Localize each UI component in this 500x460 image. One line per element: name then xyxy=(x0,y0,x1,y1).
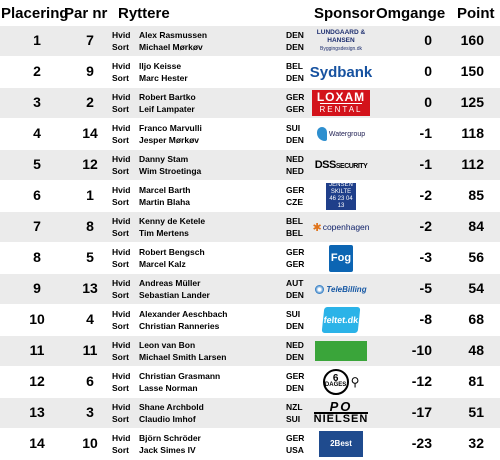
rider-nation: DEN xyxy=(286,290,304,300)
rider-nation: NED xyxy=(286,340,304,350)
globe-icon xyxy=(315,285,324,294)
jersey-color: Sort xyxy=(112,166,129,176)
par-nr: 3 xyxy=(86,404,94,420)
par-nr: 5 xyxy=(86,249,94,265)
placering: 14 xyxy=(29,435,45,451)
jersey-color: Sort xyxy=(112,321,129,331)
header-placering: Placering xyxy=(1,5,69,22)
omgange: -1 xyxy=(419,125,432,141)
par-nr: 11 xyxy=(82,342,98,358)
point: 84 xyxy=(468,218,484,234)
sponsor-logo: PO NIELSEN xyxy=(313,399,369,425)
jersey-color: Sort xyxy=(112,135,129,145)
jersey-color: Hvid xyxy=(112,278,131,288)
table-row xyxy=(0,274,500,304)
table-row xyxy=(0,243,500,273)
sponsor-cell xyxy=(308,89,374,117)
rider-nation: BEL xyxy=(286,216,303,226)
point: 32 xyxy=(468,435,484,451)
omgange: -3 xyxy=(419,249,432,265)
asterisk-icon: ✱ xyxy=(312,221,322,234)
point: 150 xyxy=(460,63,484,79)
point: 160 xyxy=(460,32,484,48)
par-nr: 1 xyxy=(86,187,94,203)
jersey-color: Hvid xyxy=(112,92,131,102)
rider-name: Alexander Aeschbach xyxy=(139,309,228,319)
sponsor-logo: LUNDGAARD & HANSEN Byggingsdesign.dk xyxy=(316,29,366,52)
rider-name: Iljo Keisse xyxy=(139,61,182,71)
jersey-color: Sort xyxy=(112,259,129,269)
placering: 12 xyxy=(29,373,45,389)
table-row xyxy=(0,429,500,459)
rider-nation: GER xyxy=(286,104,305,114)
rider-name: Leif Lampater xyxy=(139,104,195,114)
rider-nation: GER xyxy=(286,433,305,443)
rider-name: Shane Archbold xyxy=(139,402,204,412)
sponsor-cell xyxy=(308,27,374,55)
par-nr: 8 xyxy=(86,218,94,234)
rider-name: Marcel Barth xyxy=(139,185,191,195)
omgange: -1 xyxy=(419,156,432,172)
rider-nation: GER xyxy=(286,259,305,269)
placering: 6 xyxy=(33,187,41,203)
jersey-color: Hvid xyxy=(112,61,131,71)
sponsor-logo: Fog xyxy=(329,245,353,272)
rider-nation: NZL xyxy=(286,402,303,412)
rider-name: Claudio Imhof xyxy=(139,414,196,424)
rider-name: Alex Rasmussen xyxy=(139,30,208,40)
placering: 1 xyxy=(33,32,41,48)
rider-name: Marcel Kalz xyxy=(139,259,186,269)
rider-name: Leon van Bon xyxy=(139,340,196,350)
rider-name: Martin Blaha xyxy=(139,197,191,207)
rider-name: Kenny de Ketele xyxy=(139,216,206,226)
rider-nation: USA xyxy=(286,445,304,455)
rider-name: Robert Bartko xyxy=(139,92,196,102)
jersey-color: Hvid xyxy=(112,154,131,164)
sponsor-cell xyxy=(308,368,374,396)
rider-nation: DEN xyxy=(286,352,304,362)
point: 112 xyxy=(461,156,484,172)
jersey-color: Sort xyxy=(112,352,129,362)
rider-name: Tim Mertens xyxy=(139,228,189,238)
jersey-color: Sort xyxy=(112,414,129,424)
omgange: -8 xyxy=(419,311,432,327)
jersey-color: Hvid xyxy=(112,247,131,257)
sponsor-cell xyxy=(308,58,374,86)
par-nr: 6 xyxy=(86,373,94,389)
point: 68 xyxy=(468,311,484,327)
point: 118 xyxy=(461,125,484,141)
rider-nation: NED xyxy=(286,166,304,176)
par-nr: 4 xyxy=(86,311,94,327)
rider-nation: NED xyxy=(286,154,304,164)
rider-name: Michael Smith Larsen xyxy=(139,352,227,362)
header-point: Point xyxy=(457,5,495,22)
rider-name: Sebastian Lander xyxy=(139,290,210,300)
jersey-color: Sort xyxy=(112,73,129,83)
table-header xyxy=(0,0,500,26)
placering: 13 xyxy=(29,404,45,420)
sponsor-logo: 2Best xyxy=(319,431,363,457)
jersey-color: Sort xyxy=(112,445,129,455)
sponsor-logo: Sydbank xyxy=(309,63,373,81)
rider-nation: AUT xyxy=(286,278,304,288)
bicycle-icon: ⚲ xyxy=(350,375,360,389)
jersey-color: Sort xyxy=(112,290,129,300)
sponsor-cell xyxy=(308,151,374,179)
jersey-color: Hvid xyxy=(112,309,131,319)
placering: 4 xyxy=(33,125,41,141)
point: 85 xyxy=(468,187,484,203)
jersey-color: Sort xyxy=(112,197,129,207)
table-row xyxy=(0,212,500,242)
standings-table xyxy=(0,26,500,460)
rider-name: Franco Marvulli xyxy=(139,123,202,133)
point: 48 xyxy=(468,342,484,358)
omgange: 0 xyxy=(424,63,432,79)
rider-name: Björn Schröder xyxy=(139,433,201,443)
jersey-color: Hvid xyxy=(112,123,131,133)
par-nr: 9 xyxy=(86,63,94,79)
sponsor-logo: LOXAM RENTAL xyxy=(312,90,370,116)
jersey-color: Hvid xyxy=(112,216,131,226)
par-nr: 13 xyxy=(82,280,98,296)
par-nr: 12 xyxy=(82,156,98,172)
sponsor-logo: ✱ copenhagen xyxy=(312,221,370,234)
omgange: 0 xyxy=(424,94,432,110)
placering: 3 xyxy=(33,94,41,110)
sponsor-logo: JENSEN SKILTE 46 23 04 13 xyxy=(326,183,356,210)
table-row xyxy=(0,26,500,56)
rider-nation: GER xyxy=(286,92,305,102)
sponsor-cell xyxy=(308,337,374,365)
point: 56 xyxy=(468,249,484,265)
rider-nation: SUI xyxy=(286,414,301,424)
sponsor-cell xyxy=(308,306,374,334)
table-row xyxy=(0,398,500,428)
par-nr: 2 xyxy=(86,94,94,110)
jersey-color: Hvid xyxy=(112,30,131,40)
jersey-color: Sort xyxy=(112,104,129,114)
table-row xyxy=(0,305,500,335)
sponsor-logo: Watergroup xyxy=(317,127,365,141)
omgange: -2 xyxy=(419,187,432,203)
rider-nation: DEN xyxy=(286,73,304,83)
rider-nation: GER xyxy=(286,247,305,257)
sponsor-cell xyxy=(308,275,374,303)
sponsor-logo: TeleBilling xyxy=(315,285,366,294)
placering: 5 xyxy=(33,156,41,172)
rider-name: Jesper Mørkøv xyxy=(139,135,199,145)
sponsor-cell xyxy=(308,399,374,427)
header-sponsor: Sponsor xyxy=(314,5,375,22)
rider-name: Danny Stam xyxy=(139,154,189,164)
rider-nation: SUI xyxy=(286,309,301,319)
omgange: -2 xyxy=(419,218,432,234)
placering: 9 xyxy=(33,280,41,296)
sponsor-cell xyxy=(308,244,374,272)
placering: 8 xyxy=(33,249,41,265)
rider-name: Christian Ranneries xyxy=(139,321,220,331)
sponsor-logo xyxy=(315,341,367,361)
table-row xyxy=(0,57,500,87)
table-row xyxy=(0,88,500,118)
rider-name: Christian Grasmann xyxy=(139,371,221,381)
par-nr: 10 xyxy=(82,435,98,451)
rider-name: Robert Bengsch xyxy=(139,247,205,257)
point: 51 xyxy=(468,404,484,420)
placering: 10 xyxy=(29,311,45,327)
point: 125 xyxy=(460,94,484,110)
jersey-color: Hvid xyxy=(112,185,131,195)
table-row xyxy=(0,367,500,397)
table-row xyxy=(0,336,500,366)
rider-name: Andreas Müller xyxy=(139,278,201,288)
water-drop-icon xyxy=(317,127,327,141)
placering: 2 xyxy=(33,63,41,79)
jersey-color: Hvid xyxy=(112,371,131,381)
rider-name: Wim Stroetinga xyxy=(139,166,202,176)
rider-nation: DEN xyxy=(286,30,304,40)
jersey-color: Sort xyxy=(112,42,129,52)
rider-nation: DEN xyxy=(286,135,304,145)
sponsor-logo: feltet.dk xyxy=(322,307,361,333)
rider-nation: DEN xyxy=(286,321,304,331)
point: 81 xyxy=(468,373,484,389)
rider-name: Michael Mørkøv xyxy=(139,42,203,52)
rider-nation: BEL xyxy=(286,228,303,238)
rider-nation: BEL xyxy=(286,61,303,71)
rider-name: Jack Simes IV xyxy=(139,445,196,455)
point: 54 xyxy=(468,280,484,296)
jersey-color: Hvid xyxy=(112,433,131,443)
rider-nation: GER xyxy=(286,185,305,195)
par-nr: 14 xyxy=(82,125,98,141)
sponsor-logo: 6 DAGES ⚲ xyxy=(323,369,360,395)
rider-nation: DEN xyxy=(286,383,304,393)
sponsor-cell xyxy=(308,213,374,241)
table-row xyxy=(0,150,500,180)
omgange: 0 xyxy=(424,32,432,48)
sponsor-cell xyxy=(308,182,374,210)
rider-name: Marc Hester xyxy=(139,73,188,83)
sponsor-cell xyxy=(308,430,374,458)
header-ryttere: Ryttere xyxy=(118,5,170,22)
jersey-color: Sort xyxy=(112,383,129,393)
table-row xyxy=(0,119,500,149)
rider-nation: CZE xyxy=(286,197,303,207)
omgange: -23 xyxy=(411,435,432,451)
header-omgange: Omgange xyxy=(376,5,446,22)
placering: 7 xyxy=(33,218,41,234)
sponsor-logo: DSSSECURITY xyxy=(314,159,368,171)
rider-nation: GER xyxy=(286,371,305,381)
header-par-nr: Par nr xyxy=(64,5,108,22)
jersey-color: Hvid xyxy=(112,340,131,350)
omgange: -12 xyxy=(411,373,432,389)
jersey-color: Sort xyxy=(112,228,129,238)
placering: 11 xyxy=(29,342,45,358)
omgange: -10 xyxy=(411,342,432,358)
table-row xyxy=(0,181,500,211)
rider-nation: DEN xyxy=(286,42,304,52)
rider-nation: SUI xyxy=(286,123,301,133)
jersey-color: Hvid xyxy=(112,402,131,412)
rider-name: Lasse Norman xyxy=(139,383,198,393)
par-nr: 7 xyxy=(86,32,94,48)
omgange: -17 xyxy=(411,404,432,420)
sponsor-cell xyxy=(308,120,374,148)
omgange: -5 xyxy=(419,280,432,296)
